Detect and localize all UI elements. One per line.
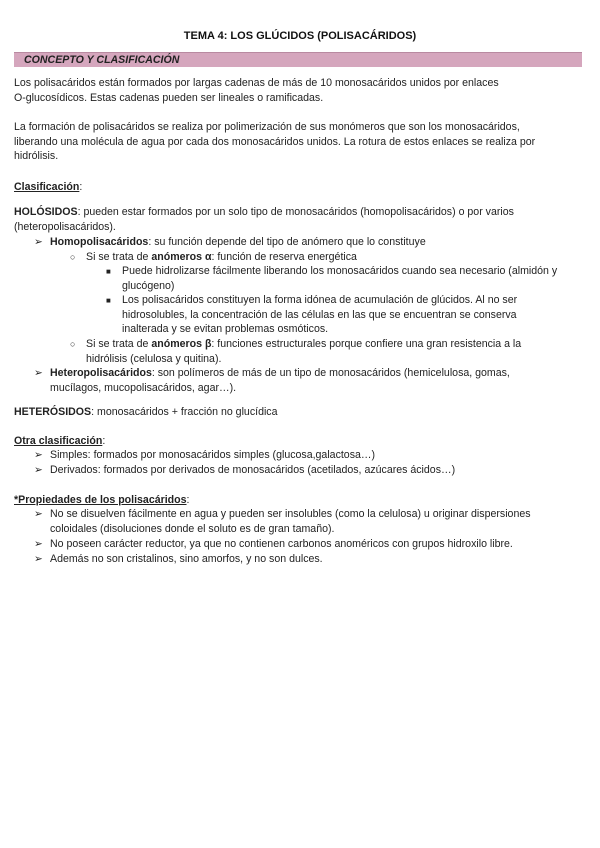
propiedades-colon: : (186, 494, 190, 506)
alpha-bullet-2-line-2: hidrosolubles, la concentración de las células en las que se encuentran se conserva (122, 308, 517, 321)
intro-line-1: Los polisacáridos están formados por largas cadenas de más de 10 monosacáridos unidos por enlaces (14, 77, 499, 89)
page-title: TEMA 4: LOS GLÚCIDOS (POLISACÁRIDOS) (183, 30, 417, 42)
alpha-prefix: Si se trata de (86, 251, 152, 263)
arrow-bullet-icon: ➢ (34, 508, 43, 520)
heteropolisacaridos-text: : son polímeros de más de un tipo de monosacáridos (hemicelulosa, gomas, (151, 367, 510, 379)
alpha-anomer-item (86, 250, 357, 265)
heteropolisacaridos-item (50, 366, 586, 395)
heteropolisacaridos-label: Heteropolisacáridos (50, 367, 152, 379)
alpha-bullet-2-line-1: Los polisacáridos constituyen la forma idónea de acumulación de glúcidos. Al no ser (122, 294, 518, 306)
clasificacion-colon: : (79, 181, 83, 193)
homopolisacaridos-item (50, 235, 426, 250)
alpha-bullet-2 (122, 293, 586, 337)
beta-prefix: Si se trata de (86, 338, 152, 350)
beta-label: anómeros β (151, 338, 212, 350)
heterosidos-label: HETERÓSIDOS (14, 406, 92, 418)
propiedades-heading-text: *Propiedades de los polisacáridos (14, 494, 187, 506)
formation-paragraph (14, 120, 584, 164)
otra-clasificacion-heading-text: Otra clasificación (14, 435, 103, 447)
formation-line-3: hidrólisis. (14, 150, 59, 163)
section-header-bar (14, 52, 582, 67)
propiedad-item-1-line-2: coloidales (disoluciones donde el soluto es de gran tamaño). (50, 522, 335, 535)
heteropolisacaridos-line-2: mucílagos, mucopolisacáridos, agar…). (50, 381, 237, 394)
holosidos-paragraph (14, 205, 584, 234)
holosidos-line-2: (heteropolisacáridos). (14, 220, 116, 233)
formation-line-2: liberando una molécula de agua por cada dos monosacáridos unidos. La rotura de estos enlaces se realiza por (14, 135, 536, 148)
intro-line-2: O-glucosídicos. Estas cadenas pueden ser lineales o ramificadas. (14, 91, 324, 104)
homopolisacaridos-text: : su función depende del tipo de anómero que lo constituye (148, 236, 426, 248)
beta-anomer-item (86, 337, 586, 366)
intro-paragraph (14, 76, 584, 105)
holosidos-label: HOLÓSIDOS (14, 206, 78, 218)
arrow-bullet-icon: ➢ (34, 449, 43, 461)
arrow-bullet-icon: ➢ (34, 464, 43, 476)
square-bullet-icon: ■ (106, 296, 111, 305)
beta-line-2: hidrólisis (celulosa y quitina). (86, 352, 222, 365)
arrow-bullet-icon: ➢ (34, 553, 43, 565)
propiedad-item-1-line-1: No se disuelven fácilmente en agua y pueden ser insolubles (como la celulosa) u originar dispersiones (50, 508, 531, 520)
section-header-text: CONCEPTO Y CLASIFICACIÓN (24, 54, 180, 66)
alpha-label: anómeros α (151, 251, 212, 263)
otra-item-derivados: Derivados: formados por derivados de monosacáridos (acetilados, azúcares ácidos…) (50, 464, 456, 476)
arrow-bullet-icon: ➢ (34, 236, 43, 248)
alpha-bullet-2-line-3: inalterada y se evitan problemas osmóticos. (122, 323, 329, 336)
arrow-bullet-icon: ➢ (34, 367, 43, 379)
arrow-bullet-icon: ➢ (34, 538, 43, 550)
clasificacion-heading (14, 180, 584, 195)
alpha-bullet-1-line-2: glucógeno) (122, 279, 175, 292)
propiedad-item-1 (50, 507, 586, 536)
otra-clasificacion-colon: : (102, 435, 106, 447)
alpha-bullet-1 (122, 264, 586, 293)
alpha-text: : función de reserva energética (211, 251, 357, 263)
circle-bullet-icon: ○ (70, 252, 76, 262)
formation-line-1: La formación de polisacáridos se realiza por polimerización de sus monómeros que son los monosacáridos, (14, 121, 520, 133)
homopolisacaridos-label: Homopolisacáridos (50, 236, 149, 248)
otra-clasificacion-heading (14, 434, 584, 449)
circle-bullet-icon: ○ (70, 339, 76, 349)
heterosidos-text: : monosacáridos + fracción no glucídica (91, 406, 278, 418)
propiedad-item-2: No poseen carácter reductor, ya que no contienen carbonos anoméricos con grupos hidroxilo libre. (50, 538, 513, 550)
holosidos-text: : pueden estar formados por un solo tipo de monosacáridos (homopolisacáridos) o por varios (77, 206, 514, 218)
otra-item-simples: Simples: formados por monosacáridos simples (glucosa,galactosa…) (50, 449, 376, 461)
alpha-bullet-1-line-1: Puede hidrolizarse fácilmente liberando los monosacáridos cuando sea necesario (almidón y (122, 265, 558, 277)
propiedades-heading (14, 493, 584, 508)
propiedad-item-3: Además no son cristalinos, sino amorfos, y no son dulces. (50, 553, 323, 565)
square-bullet-icon: ■ (106, 267, 111, 276)
clasificacion-heading-text: Clasificación (14, 181, 80, 193)
beta-text: : funciones estructurales porque confiere una gran resistencia a la (211, 338, 522, 350)
heterosidos-paragraph (14, 405, 584, 420)
